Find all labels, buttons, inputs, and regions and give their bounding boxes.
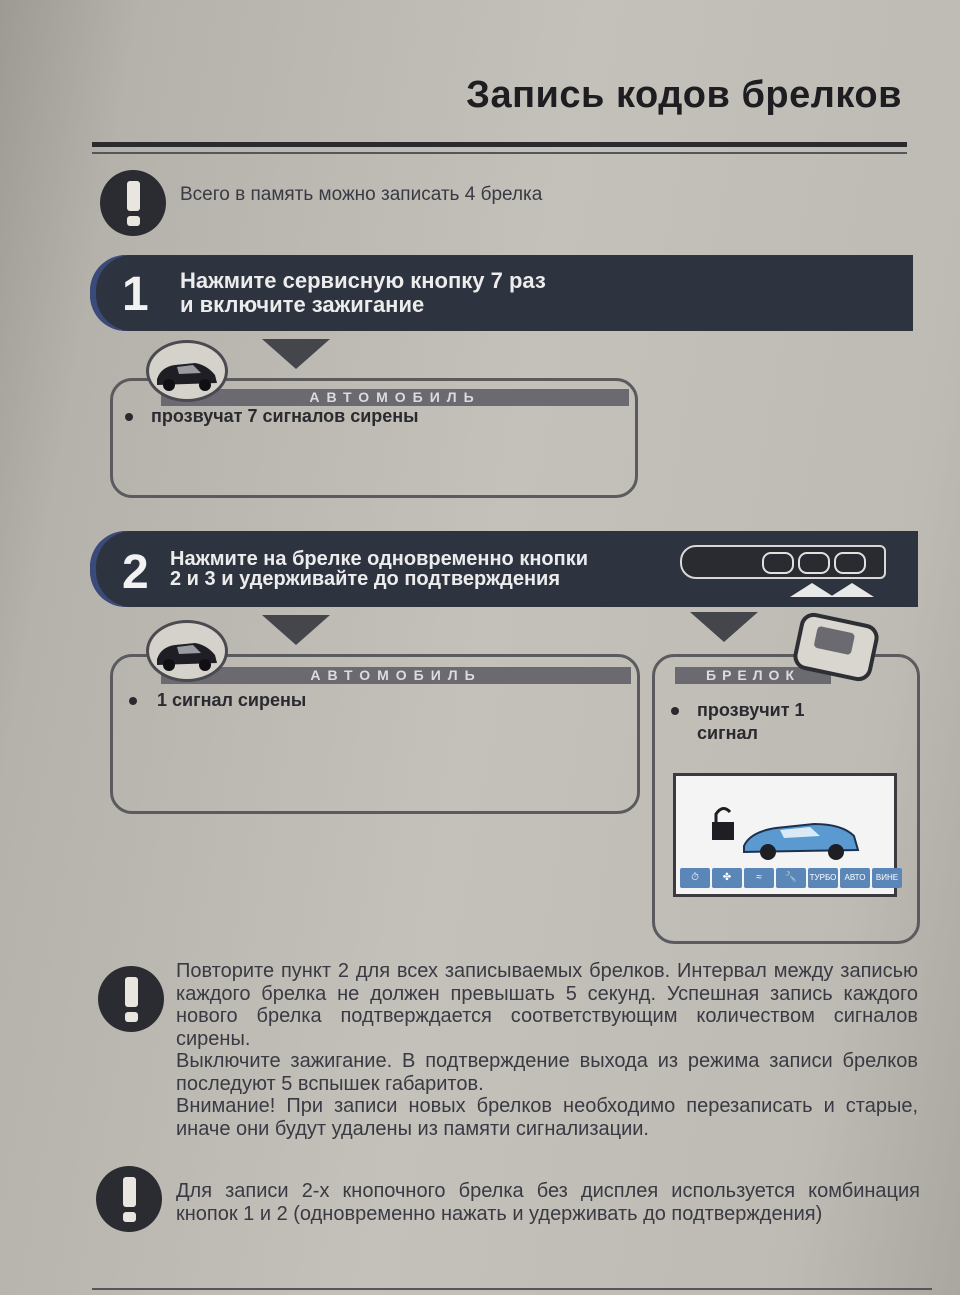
key-fob-icon (680, 545, 886, 579)
warning-icon (100, 170, 166, 236)
lcd-icon-row (680, 868, 902, 888)
note-ignition: Выключите зажигание. В подтверждение выхода из режима записи брелков последуют 5 вспышек габаритов. (176, 1050, 918, 1095)
bottom-rule (92, 1288, 932, 1290)
fob-result-line-1: прозвучит 1 (697, 700, 805, 720)
bullet-icon (671, 707, 679, 715)
page-title: Запись кодов брелков (466, 74, 902, 116)
timer-icon: ⏱ (680, 868, 710, 888)
warning-icon (98, 966, 164, 1032)
box-header: БРЕЛОК (675, 667, 831, 684)
note-two-button-fob: Для записи 2-х кнопочного брелка без дисплея используется комбинация кнопок 1 и 2 (одновременно нажать и удерживать до подтверждения) (176, 1180, 920, 1225)
fob-result-box (652, 654, 920, 944)
arrow-down-icon (262, 339, 330, 369)
box-header: АВТОМОБИЛЬ (161, 389, 629, 406)
title-rule-thin (92, 152, 907, 154)
fob-lcd-display (673, 773, 897, 897)
warning-icon (96, 1166, 162, 1232)
title-rule (92, 142, 907, 147)
note-repeat-block (176, 960, 918, 1140)
press-indicator-icon (790, 583, 834, 597)
car-unlocked-icon (704, 796, 884, 866)
step-2-line-1: Нажмите на брелке одновременно кнопки (170, 548, 589, 570)
note-memory-limit: Всего в память можно записать 4 брелка (180, 184, 543, 205)
car-result-item: 1 сигнал сирены (157, 690, 307, 710)
step-1-number: 1 (122, 268, 149, 321)
step-1-line-1: Нажмите сервисную кнопку 7 раз (180, 268, 546, 293)
step-2-number: 2 (122, 546, 149, 599)
engine-icon: ВИНЕ (872, 868, 902, 888)
press-indicator-icon (830, 583, 874, 597)
arrow-down-icon (690, 612, 758, 642)
step-1-banner (90, 255, 913, 331)
car-result-item: прозвучат 7 сигналов сирены (151, 406, 419, 426)
turbo-icon: ТУРБО (808, 868, 838, 888)
auto-icon: АВТО (840, 868, 870, 888)
car-icon (146, 620, 228, 682)
step-2-line-2: 2 и 3 и удерживайте до подтверждения (170, 568, 560, 590)
fob-result-line-2: сигнал (697, 723, 758, 743)
car-icon (146, 340, 228, 402)
heater-icon: ≈ (744, 868, 774, 888)
service-icon: 🔧 (776, 868, 806, 888)
note-repeat: Повторите пункт 2 для всех записываемых брелков. Интервал между записью каждого брелка не должен превышать 5 секунд. Успешная запись каждого нового брелка подтверждается соответствующим количеством сигналов сирены. (176, 960, 918, 1050)
box-header: АВТОМОБИЛЬ (161, 667, 631, 684)
step-1-line-2: и включите зажигание (180, 292, 425, 317)
note-attention: Внимание! При записи новых брелков необходимо перезаписать и старые, иначе они будут удалены из памяти сигнализации. (176, 1095, 918, 1140)
fan-icon: ✤ (712, 868, 742, 888)
bullet-icon (125, 413, 133, 421)
arrow-down-icon (262, 615, 330, 645)
bullet-icon (129, 697, 137, 705)
step-2-banner (90, 531, 918, 607)
